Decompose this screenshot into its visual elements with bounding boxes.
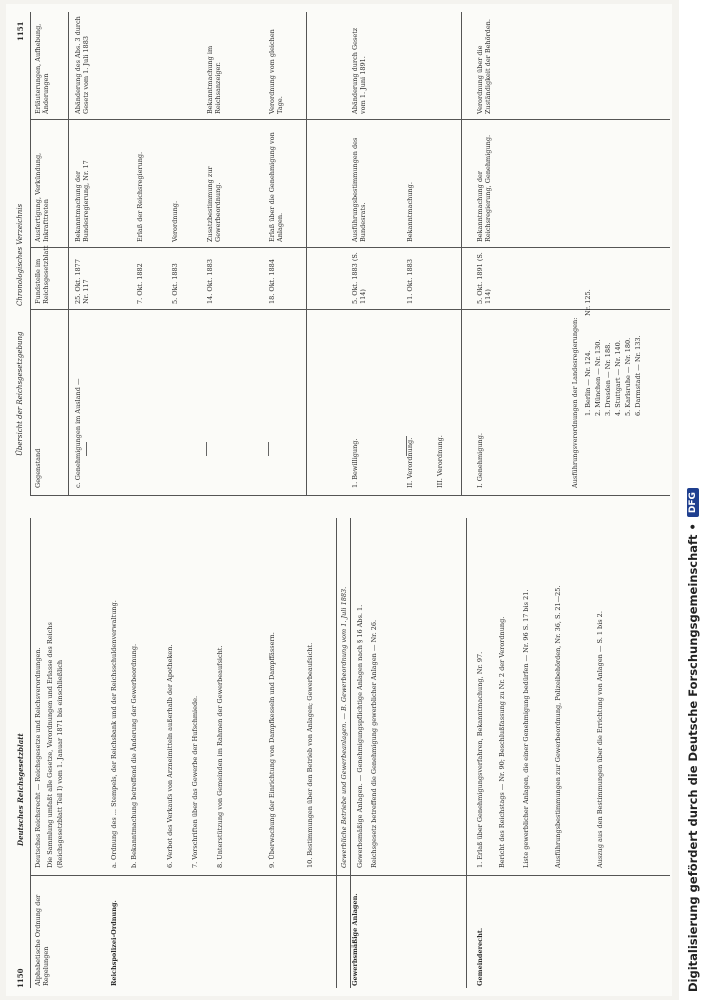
row-ref: 14. Okt. 1883: [206, 259, 214, 304]
left-body-line: Bericht des Reichstags — Nr. 90; Beschlußfassung zu Nr. 2 der Verordnung.: [498, 616, 506, 868]
left-body-line: Deutsches Reichsrecht — Reichsgesetze und Reichsverordnungen.: [34, 647, 42, 868]
right-header-left: Chronologisches Verzeichnis: [16, 203, 24, 306]
left-body-line: Die Sammlung umfaßt alle Gesetze, Verordnungen und Erlasse des Reichs: [46, 622, 54, 868]
row-date: Erlaß der Reichsregierung.: [136, 151, 144, 242]
left-running-title: Deutsches Reichsgesetzblatt: [16, 733, 25, 846]
left-body-line: b. Bekanntmachung betreffend die Änderung der Gewerbeordnung.: [130, 643, 138, 868]
dash-mark: [206, 442, 207, 456]
section-head-polizei: Reichspolizei-Ordnung.: [110, 900, 118, 986]
left-body-line: 9. Überwachung der Einrichtung von Dampfkesseln und Dampffässern.: [268, 632, 276, 868]
row-date: Bekanntmachung.: [406, 182, 414, 242]
bottom-list-item: 1. Berlin — Nr. 124.: [584, 350, 592, 416]
row-ref: 11. Okt. 1883: [406, 259, 414, 304]
left-body-line: Auszug aus den Bestimmungen über die Errichtung von Anlagen — S. 1 bis 2.: [596, 611, 604, 868]
row-date: Zusatzbestimmung zur Gewerbeordnung.: [206, 166, 222, 242]
watermark-label: Digitalisierung gefördert durch die Deutsche Forschungsgemeinschaft •: [686, 523, 700, 992]
rotated-spread: [6, 4, 672, 996]
right-col-header: Ausfertigung, Verkündung, Inkrafttreten: [34, 152, 50, 242]
row-subject: I. Genehmigung.: [476, 433, 484, 488]
left-body-line: 1. Erlaß über Genehmigungsverfahren, Bekanntmachung, Nr. 97.: [476, 651, 484, 868]
bottom-caption: Ausführungsverordnungen der Landesregierungen:: [571, 317, 579, 488]
dash-mark: [268, 442, 269, 456]
section-head-anlagen: Gewerbsmäßige Anlagen.: [351, 893, 359, 986]
row-date: Verordnung.: [171, 200, 179, 242]
left-body-line: Liste gewerblicher Anlagen, die einer Genehmigung bedürfen — Nr. 96 S. 17 bis 21.: [522, 589, 530, 868]
row-ref: 5. Okt. 1883 (S. 114): [351, 252, 367, 304]
row-ref: 5. Okt. 1883: [171, 263, 179, 304]
left-body-line: 7. Vorschriften über das Gewerbe der Hufschmiede.: [191, 695, 199, 868]
watermark-text: [679, 0, 707, 1000]
bottom-list-item: 6. Darmstadt — Nr. 133.: [634, 335, 642, 416]
right-row-rule: [306, 12, 307, 496]
right-column-rule: [30, 119, 670, 120]
row-note: Abänderung des Abs. 3 durch Gesetz vom 1. Juli 1883: [74, 16, 90, 114]
row-note: Bekanntmachung im Reichsanzeiger.: [206, 45, 222, 114]
row-subject: 1. Bewilligung.: [351, 438, 359, 488]
right-col-header: Erläuterungen, Aufhebung, Änderungen: [34, 23, 50, 114]
right-row-rule: [461, 12, 462, 496]
row-ref: 25. Okt. 1877 Nr. 117: [74, 259, 90, 304]
right-header-rule: [30, 12, 31, 496]
left-body-line: 10. Bestimmungen über den Betrieb von Anlagen; Gewerbeaufsicht.: [306, 642, 314, 868]
row-date: Erlaß über die Genehmigung von Anlagen.: [268, 132, 284, 242]
left-body-line: a. Ordnung des ... Stempels, der Reichsbank und der Reichsschuldenverwaltung.: [110, 600, 118, 868]
bottom-list-item: 2. München — Nr. 130.: [594, 339, 602, 416]
row-date: Bekanntmachung der Reichsregierung, Genehmigung.: [476, 134, 492, 242]
left-divider: [336, 518, 337, 988]
left-header-rule: [30, 518, 31, 988]
right-page-number: 1151: [16, 21, 25, 41]
left-divider: [350, 518, 351, 988]
row-ref: 5. Okt. 1891 (S. 114): [476, 252, 492, 304]
left-col-header: Alphabetische Ordnung der Regelungen: [34, 894, 50, 986]
right-header-mid: Übersicht der Reichsgesetzgebung: [16, 331, 24, 456]
left-mid-note: Gewerbliche Betriebe und Gewerbeanlagen. — B. Gewerbeordnung vom 1. Juli 1883.: [340, 586, 348, 868]
watermark-bar: [679, 0, 707, 1000]
scanned-page: [6, 4, 672, 996]
row-note: Verordnung über die Zuständigkeit der Behörden.: [476, 19, 492, 114]
left-body-line: 8. Unterstützung von Gemeinden im Rahmen der Gewerbeaufsicht.: [216, 645, 224, 868]
dash-mark: [86, 442, 87, 456]
dfg-logo: DFG: [687, 488, 699, 517]
right-col-header: Fundstelle im Reichsgesetzblatt: [34, 245, 50, 304]
row-date: Bekanntmachung der Bundesregierung, Nr. 17: [74, 160, 90, 242]
right-header-bottom-rule: [68, 12, 69, 496]
row-subject: c. Genehmigungen im Ausland —: [74, 378, 82, 488]
row-date: Ausführungsbestimmungen des Bundesrats.: [351, 137, 367, 242]
dash-mark: [406, 436, 407, 456]
row-ref: 18. Okt. 1884: [268, 259, 276, 304]
left-body-line: 6. Verbot des Verkaufs von Arzneimitteln außerhalb der Apotheken.: [166, 644, 174, 868]
bottom-list-item: 5. Karlsruhe — Nr. 180.: [624, 337, 632, 416]
right-outer-rule: [30, 495, 670, 496]
bottom-list-item: 3. Dresden — Nr. 188.: [604, 342, 612, 416]
bottom-ref: Nr. 125.: [584, 289, 592, 316]
row-ref: 7. Okt. 1882: [136, 263, 144, 304]
left-body-line: (Reichsgesetzblatt Teil I) vom 1. Januar 1871 bis einschließlich: [56, 659, 64, 868]
row-subject: II. Verordnung.: [406, 437, 414, 488]
bottom-list-item: 4. Stuttgart — Nr. 140.: [614, 340, 622, 416]
left-body-line: Ausführungsbestimmungen zur Gewerbeordnung, Polizeibehörden, Nr. 36, S. 21—25.: [554, 585, 562, 868]
left-body-line: Reichsgesetz betreffend die Genehmigung gewerblicher Anlagen — Nr. 26.: [370, 619, 378, 868]
section-head-gemeinde: Gemeinderecht.: [476, 927, 484, 986]
left-divider: [466, 518, 467, 988]
right-col-header: Gegenstand: [34, 448, 42, 488]
row-note: Verordnung vom gleichen Tage.: [268, 29, 284, 114]
row-subject: III. Verordnung.: [436, 435, 444, 488]
row-note: Abänderung durch Gesetz vom 1. Juni 1891.: [351, 27, 367, 114]
left-body-line: Gewerbsmäßige Anlagen. — Genehmigungspflichtige Anlagen nach § 16 Abs. 1.: [356, 604, 364, 868]
left-page-number: 1150: [16, 968, 25, 988]
